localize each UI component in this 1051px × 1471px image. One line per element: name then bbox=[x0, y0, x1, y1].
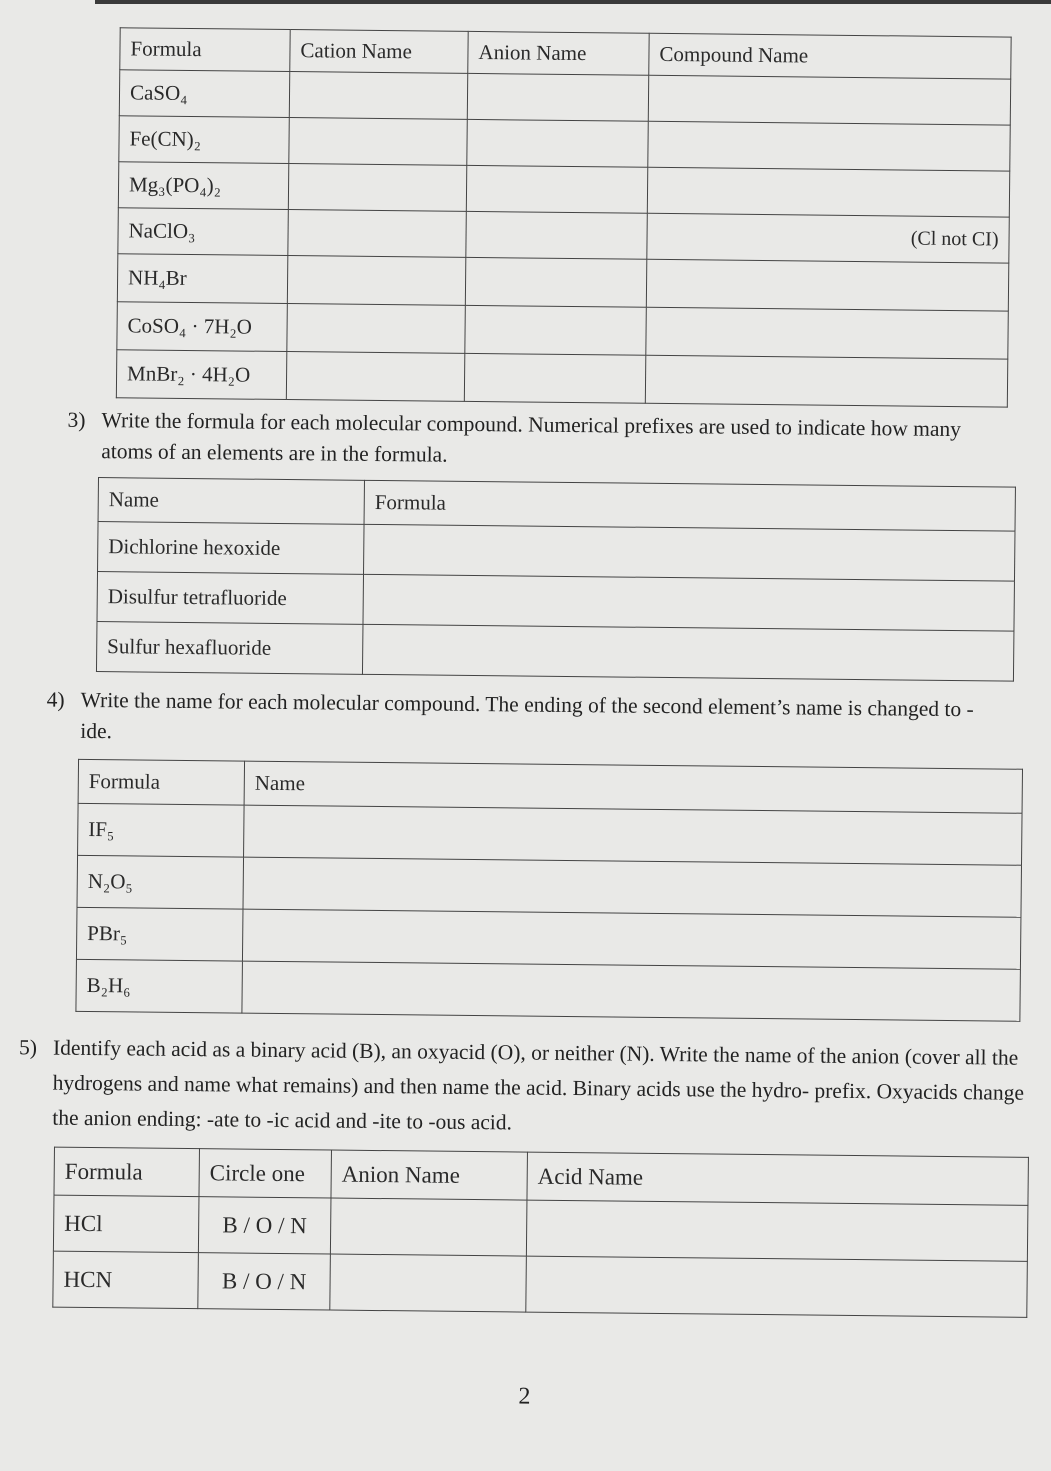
compound-name-cell: Sulfur hexafluoride bbox=[96, 622, 363, 675]
question-number: 4) bbox=[46, 687, 65, 712]
formula-cell: IF₅ bbox=[78, 803, 245, 857]
acid-name-cell[interactable] bbox=[526, 1200, 1028, 1261]
header-circle-one: Circle one bbox=[199, 1149, 331, 1198]
cation-name-cell[interactable] bbox=[286, 352, 464, 402]
table-row bbox=[116, 350, 1007, 407]
formula-cell: HCl bbox=[53, 1195, 199, 1253]
formula-answer-cell[interactable] bbox=[364, 524, 1015, 581]
question-4 bbox=[46, 685, 981, 756]
cation-name-cell[interactable] bbox=[289, 118, 467, 166]
name-answer-cell[interactable] bbox=[242, 909, 1021, 969]
header-formula: Formula bbox=[78, 759, 244, 805]
header-cation-name: Cation Name bbox=[290, 30, 468, 74]
formula-answer-cell[interactable] bbox=[362, 624, 1013, 681]
compound-name-cell[interactable] bbox=[648, 75, 1010, 125]
table-row bbox=[76, 959, 1020, 1021]
formula-cell: Fe(CN)₂ bbox=[119, 116, 289, 164]
molecular-formula-table bbox=[96, 477, 1016, 682]
anion-name-cell[interactable] bbox=[465, 257, 646, 307]
molecular-name-table bbox=[75, 759, 1023, 1022]
header-formula: Formula bbox=[364, 480, 1015, 531]
cation-name-cell[interactable] bbox=[288, 164, 466, 212]
compound-name-cell: Disulfur tetrafluoride bbox=[97, 572, 364, 625]
table-row bbox=[96, 622, 1013, 682]
compound-name-cell[interactable] bbox=[647, 213, 1009, 263]
formula-cell: PBr₅ bbox=[76, 907, 243, 961]
question-text: Write the name for each molecular compound. The ending of the second element’s name is changed to -ide. bbox=[80, 687, 974, 744]
question-text: Identify each acid as a binary acid (B), an oxyacid (O), or neither (N). Write the name of the anion (cover all the hydrogens and name what remains) and then name the acid. Binary acids use the hydro- prefix. Oxyacids change the anion ending: -ate to -ic acid and -ite to -ous acid. bbox=[52, 1035, 1025, 1135]
cation-name-cell[interactable] bbox=[288, 210, 466, 258]
ionic-compounds-table bbox=[116, 27, 1012, 407]
header-compound-name: Compound Name bbox=[649, 33, 1011, 79]
anion-name-cell[interactable] bbox=[330, 1198, 527, 1256]
header-formula: Formula bbox=[120, 28, 290, 72]
anion-name-cell[interactable] bbox=[465, 305, 646, 355]
table-row bbox=[53, 1251, 1028, 1317]
formula-cell: N₂O₅ bbox=[77, 855, 244, 909]
formula-cell: CaSO₄ bbox=[119, 70, 289, 118]
anion-name-cell[interactable] bbox=[330, 1254, 527, 1312]
compound-name-cell[interactable] bbox=[645, 355, 1007, 407]
formula-cell: HCN bbox=[53, 1251, 199, 1309]
header-name: Name bbox=[244, 761, 1022, 813]
header-acid-name: Acid Name bbox=[527, 1152, 1028, 1205]
question-5 bbox=[18, 1031, 1028, 1146]
acid-type-choice[interactable]: B / O / N bbox=[198, 1197, 331, 1254]
acid-type-choice[interactable]: B / O / N bbox=[198, 1253, 331, 1310]
formula-cell: Mg₃(PO₄)₂ bbox=[118, 162, 288, 210]
formula-answer-cell[interactable] bbox=[363, 574, 1014, 631]
table-row bbox=[53, 1195, 1028, 1261]
anion-name-cell[interactable] bbox=[467, 119, 648, 167]
anion-name-cell[interactable] bbox=[466, 211, 647, 259]
compound-name-cell[interactable] bbox=[648, 121, 1010, 171]
compound-name-cell[interactable] bbox=[646, 307, 1008, 359]
formula-cell: CoSO₄ · 7H₂O bbox=[117, 302, 287, 352]
question-number: 5) bbox=[18, 1035, 38, 1060]
question-number: 3) bbox=[67, 407, 86, 432]
name-answer-cell[interactable] bbox=[243, 857, 1022, 917]
name-answer-cell[interactable] bbox=[244, 805, 1023, 865]
header-formula: Formula bbox=[54, 1147, 199, 1197]
name-answer-cell[interactable] bbox=[242, 961, 1021, 1021]
cation-name-cell[interactable] bbox=[287, 256, 465, 306]
header-anion-name: Anion Name bbox=[468, 31, 649, 75]
question-3 bbox=[67, 405, 982, 476]
page-number: 2 bbox=[518, 1383, 531, 1410]
compound-name-cell[interactable] bbox=[646, 259, 1008, 311]
anion-name-cell[interactable] bbox=[464, 353, 645, 403]
question-text: Write the formula for each molecular compound. Numerical prefixes are used to indicate how many atoms of an elements are in the formula. bbox=[101, 408, 962, 467]
compound-name-cell[interactable] bbox=[647, 167, 1009, 217]
anion-name-cell[interactable] bbox=[467, 73, 648, 121]
acid-name-cell[interactable] bbox=[526, 1256, 1028, 1317]
formula-cell: NaClO₃ bbox=[118, 208, 288, 256]
acid-table bbox=[52, 1147, 1029, 1318]
cation-name-cell[interactable] bbox=[289, 72, 467, 120]
formula-cell: NH₄Br bbox=[117, 254, 287, 304]
formula-cell: B₂H₆ bbox=[76, 959, 243, 1013]
header-name: Name bbox=[98, 478, 364, 525]
compound-name-cell: Dichlorine hexoxide bbox=[98, 522, 365, 575]
formula-cell: MnBr₂ · 4H₂O bbox=[116, 350, 286, 400]
cl-note: (Cl not CI) bbox=[910, 227, 999, 251]
anion-name-cell[interactable] bbox=[466, 165, 647, 213]
header-anion-name: Anion Name bbox=[331, 1150, 527, 1200]
cation-name-cell[interactable] bbox=[287, 304, 465, 354]
